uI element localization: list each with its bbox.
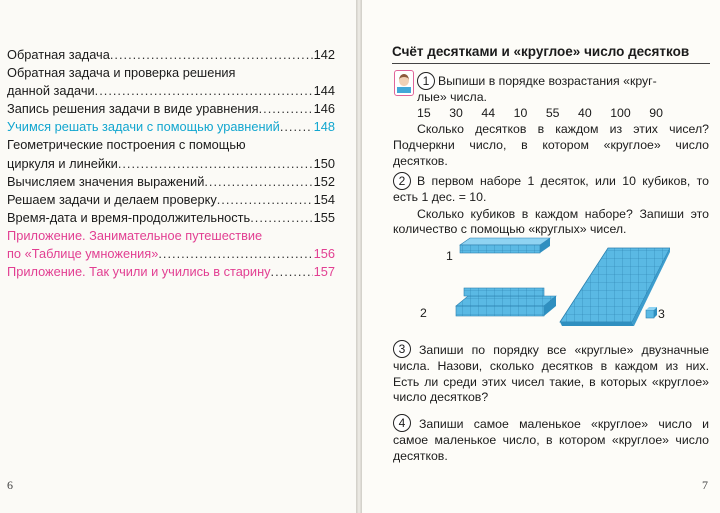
toc-entry-title: Геометрические построения с помощью xyxy=(7,137,246,153)
toc-entry xyxy=(7,245,335,263)
task4-text: Запиши самое маленькое «круглое» число и самое маленькое число, в котором «круглое» число десятков. xyxy=(393,417,709,463)
toc-entry-page: 150 xyxy=(313,155,335,171)
number-item: 55 xyxy=(545,106,560,120)
toc-leader-dots xyxy=(204,173,312,191)
task-number-3: 3 xyxy=(393,340,411,358)
title-underline xyxy=(392,63,710,64)
toc-entry-title: данной задачи xyxy=(7,83,95,99)
toc-entry-title: Время-дата и время-продолжительность xyxy=(7,209,251,225)
single-cube xyxy=(646,307,657,318)
toc-entry xyxy=(7,155,335,173)
toc-entry-title: циркуля и линейки xyxy=(7,155,118,171)
toc-entry xyxy=(7,100,335,118)
task3-text: Запиши по порядку все «круглые» двузначные числа. Назови, сколько десятков в каждом из них. Есть ли среди этих чисел такие, в которых «круглое» число десятков? xyxy=(393,343,709,405)
toc-leader-dots xyxy=(280,118,313,136)
number-item: 15 xyxy=(417,106,431,120)
student-reading-icon xyxy=(394,70,414,96)
table-of-contents xyxy=(7,46,335,281)
toc-entry-title: Учимся решать задачи с помощью уравнений xyxy=(7,119,280,135)
toc-entry xyxy=(7,118,335,136)
task1-line2: лые» числа. xyxy=(417,90,487,104)
task1-numbers xyxy=(417,106,663,120)
toc-entry xyxy=(7,82,335,100)
toc-entry-title: Запись решения задачи в виде уравнения xyxy=(7,101,259,117)
toc-entry-title: Обратная задача xyxy=(7,47,110,62)
toc-entry-page: 144 xyxy=(313,83,335,99)
toc-entry xyxy=(7,263,335,281)
toc-leader-dots xyxy=(158,245,312,263)
toc-entry-title: Вычисляем значения выражений xyxy=(7,173,205,189)
toc-entry-page: 155 xyxy=(313,209,335,225)
number-item: 40 xyxy=(578,106,592,120)
toc-entry-title: Приложение. Занимательное путешествие xyxy=(7,227,263,243)
toc-entry xyxy=(7,227,335,245)
number-item: 30 xyxy=(449,106,463,120)
task-number-4: 4 xyxy=(393,414,411,432)
toc-entry xyxy=(7,173,335,191)
toc-leader-dots xyxy=(95,82,313,100)
number-item: 90 xyxy=(649,106,663,120)
set-label-1: 1 xyxy=(446,249,453,263)
task-number-2: 2 xyxy=(393,172,411,190)
toc-entry xyxy=(7,46,335,64)
toc-entry-title: Решаем задачи и делаем проверку xyxy=(7,191,217,207)
left-page xyxy=(0,0,356,513)
toc-entry-title: Приложение. Так учили и учились в старину xyxy=(7,264,271,280)
cube-sets-illustration xyxy=(438,234,670,326)
task1-line1: Выпиши в порядке возрастания «круг- xyxy=(438,74,657,88)
toc-leader-dots xyxy=(118,155,313,173)
toc-entry-page: 157 xyxy=(313,264,335,280)
toc-entry-title: по «Таблице умножения» xyxy=(7,246,159,262)
toc-entry xyxy=(7,191,335,209)
toc-entry-page: 148 xyxy=(313,119,335,135)
toc-leader-dots xyxy=(250,209,312,227)
toc-entry-page: 154 xyxy=(313,191,335,207)
task2-text: В первом наборе 1 десяток, или 10 кубиков, то есть 1 дес. = 10. Сколько кубиков в каждом наборе? Запиши это количество с помощью «круглых» чисел. xyxy=(393,174,709,237)
toc-entry xyxy=(7,209,335,227)
toc-entry-page: 146 xyxy=(313,101,335,117)
toc-leader-dots xyxy=(259,100,313,118)
toc-leader-dots xyxy=(271,263,313,281)
rods-stack xyxy=(456,288,556,316)
toc-leader-dots xyxy=(110,46,313,64)
toc-entry-title: Обратная задача и проверка решения xyxy=(7,65,236,81)
page-number-left: 6 xyxy=(7,478,13,492)
task-number-1: 1 xyxy=(417,72,435,90)
number-item: 44 xyxy=(481,106,496,120)
number-item: 100 xyxy=(610,106,631,120)
right-page xyxy=(362,0,720,513)
set-label-2: 2 xyxy=(420,306,427,320)
toc-entry-page: 156 xyxy=(313,246,335,262)
toc-entry-page: 142 xyxy=(313,47,335,62)
task1-text: Сколько десятков в каждом из этих чисел? Подчеркни число, в котором «круглое» число десятков. xyxy=(393,122,709,168)
toc-entry xyxy=(7,64,335,82)
toc-leader-dots xyxy=(217,191,313,209)
toc-entry-page: 152 xyxy=(313,173,335,189)
page-title: Счёт десятками и «круглое» число десятков xyxy=(392,44,690,59)
set-label-3: 3 xyxy=(658,307,665,321)
toc-entry xyxy=(7,136,335,154)
page-number-right: 7 xyxy=(702,478,708,492)
ten-cube-rod xyxy=(460,238,550,253)
number-item: 10 xyxy=(513,106,528,120)
